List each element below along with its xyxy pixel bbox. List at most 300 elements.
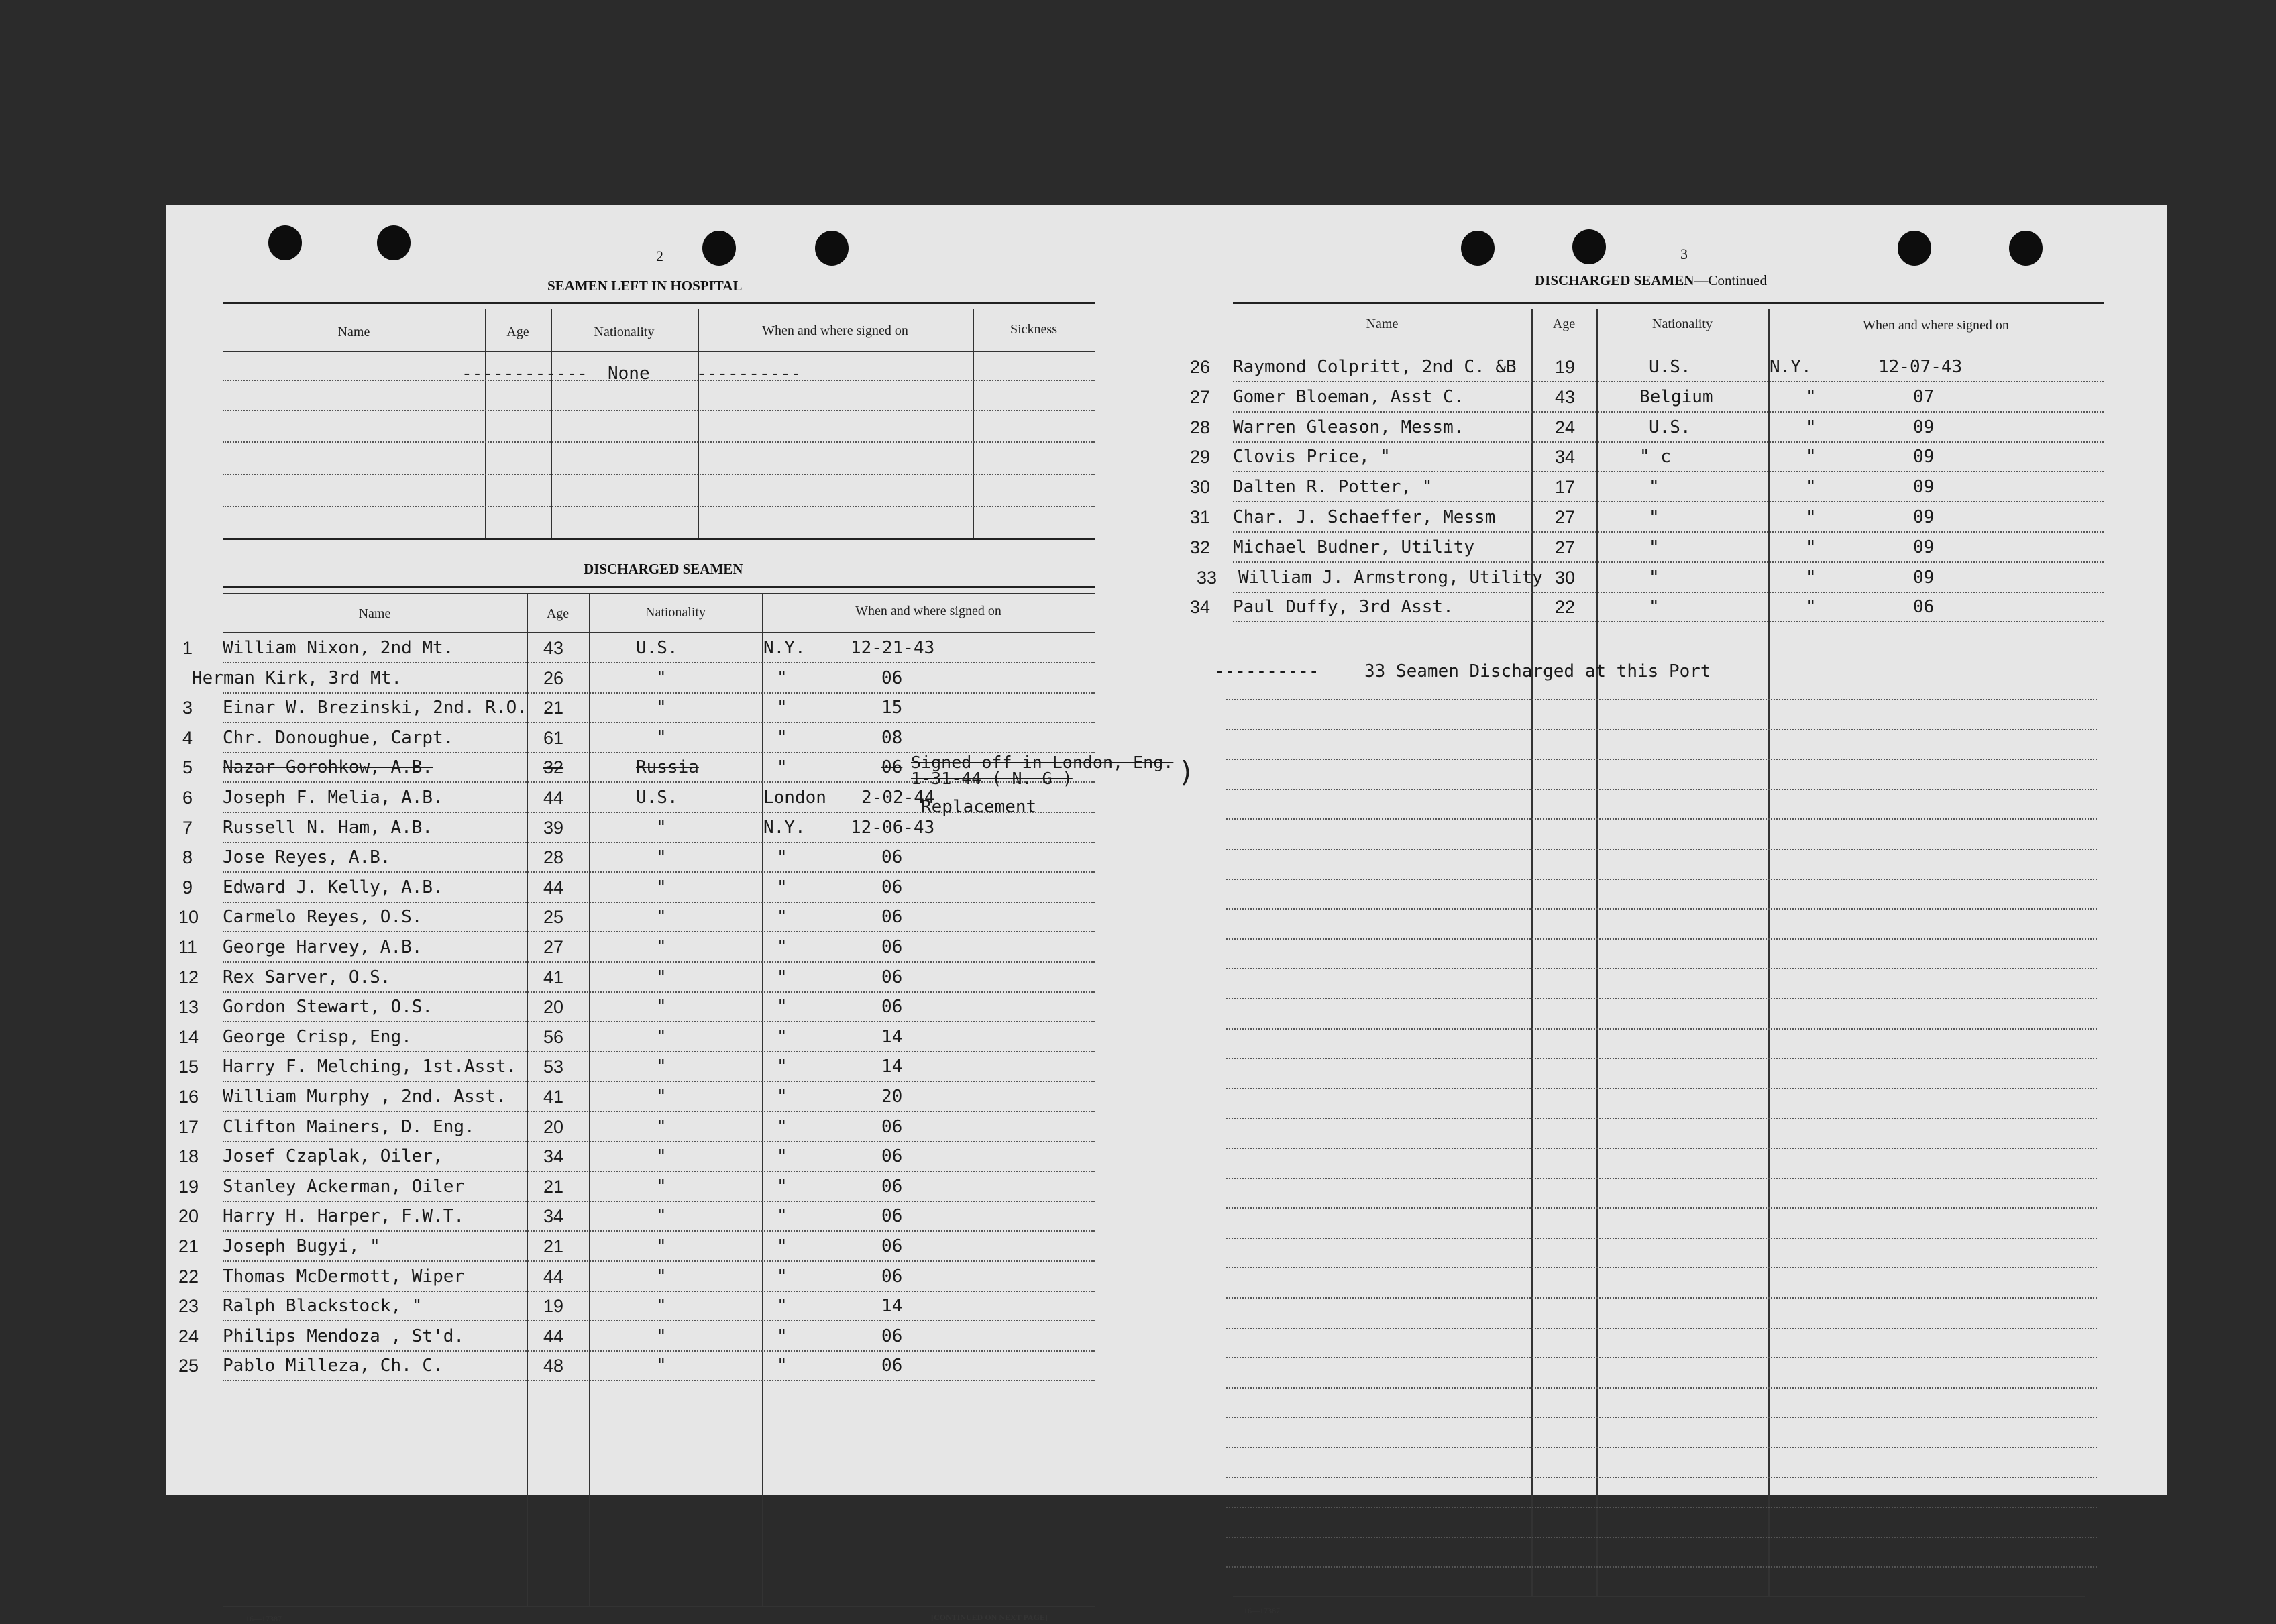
row-line — [1226, 938, 2097, 940]
row-line — [1233, 411, 2104, 413]
signed-on-date: 12-06-43 — [851, 817, 935, 838]
row-line — [1226, 908, 2097, 910]
seaman-name: Josef Czaplak, Oiler, — [223, 1146, 443, 1167]
row-line — [223, 1260, 1095, 1262]
row-line — [1226, 1148, 2097, 1149]
column-header: Name — [337, 325, 370, 339]
signed-on-date: 06 — [881, 847, 903, 868]
seaman-name: Rex Sarver, O.S. — [223, 967, 391, 987]
row-line — [1226, 1537, 2097, 1538]
row-line — [1226, 699, 2097, 700]
row-line — [223, 410, 1095, 411]
row-line — [1226, 998, 2097, 999]
seaman-nationality: " — [1649, 477, 1660, 498]
seaman-nationality: " — [656, 1325, 667, 1346]
signed-on-date: 06 — [881, 1266, 903, 1287]
column-divider — [973, 309, 974, 538]
seaman-age: 56 — [543, 1026, 564, 1047]
row-number: 22 — [178, 1266, 199, 1287]
page-number: 2 — [656, 248, 663, 264]
seaman-nationality: " — [656, 1266, 667, 1287]
seaman-nationality: " — [656, 1116, 667, 1137]
summary-line: 33 Seamen Discharged at this Port — [1364, 661, 1711, 682]
seaman-name: Paul Duffy, 3rd Asst. — [1233, 597, 1454, 618]
row-line — [223, 474, 1095, 475]
table-rule — [223, 586, 1095, 588]
seaman-nationality: Belgium — [1639, 386, 1713, 407]
column-header: Sickness — [1010, 322, 1057, 337]
signed-off-line-2: 1-31-44 ( N. G ) — [911, 769, 1073, 788]
signed-on-place: " — [777, 667, 788, 688]
seaman-age: 19 — [1555, 357, 1576, 377]
column-header: When and where signed on — [762, 323, 908, 338]
row-line — [1226, 789, 2097, 790]
table-rule — [223, 302, 1095, 304]
seaman-name: Raymond Colpritt, 2nd C. &B — [1233, 357, 1517, 377]
row-line — [1226, 1088, 2097, 1089]
signed-on-place: " — [1806, 567, 1817, 588]
signed-on-date: 09 — [1913, 537, 1935, 557]
seaman-nationality: " — [656, 667, 667, 688]
seaman-nationality: " — [656, 727, 667, 748]
signed-on-date: 09 — [1913, 447, 1935, 468]
seaman-nationality: " — [656, 1057, 667, 1077]
row-line — [1226, 1267, 2097, 1268]
seaman-name: Clifton Mainers, D. Eng. — [223, 1116, 475, 1137]
row-line — [1233, 471, 2104, 472]
row-line — [1226, 1297, 2097, 1299]
row-line — [223, 662, 1095, 663]
row-line — [1233, 381, 2104, 382]
signed-on-place: " — [777, 1087, 788, 1107]
column-header: When and where signed on — [855, 604, 1001, 618]
column-header: Nationality — [645, 605, 706, 620]
seaman-age: 21 — [543, 1176, 564, 1197]
seaman-nationality: U.S. — [636, 638, 678, 658]
signed-on-place: " — [1806, 386, 1817, 407]
signed-on-date: 06 — [881, 1236, 903, 1256]
row-line — [1226, 1357, 2097, 1358]
table-rule — [1233, 302, 2104, 304]
table-rule — [223, 593, 1095, 594]
seaman-nationality: " — [656, 967, 667, 987]
signed-on-date: 06 — [881, 1325, 903, 1346]
seaman-name: Gordon Stewart, O.S. — [223, 997, 433, 1018]
seaman-age: 25 — [543, 907, 564, 928]
row-line — [1226, 1238, 2097, 1239]
seaman-name: Char. J. Schaeffer, Messm — [1233, 507, 1496, 527]
column-divider — [762, 593, 763, 1606]
seaman-nationality: " — [656, 1087, 667, 1107]
signed-on-place: " — [777, 997, 788, 1018]
seaman-nationality: " — [656, 1356, 667, 1376]
seaman-age: 44 — [543, 877, 564, 898]
row-line — [1233, 621, 2104, 622]
hospital-none: None — [608, 364, 650, 384]
seaman-age: 53 — [543, 1057, 564, 1077]
row-number: 3 — [182, 698, 193, 718]
replacement-note: Replacement — [921, 797, 1037, 817]
signed-on-place: " — [1806, 507, 1817, 527]
signed-on-date: 06 — [881, 757, 903, 778]
signed-on-place: N.Y. — [1770, 357, 1812, 377]
row-line — [1226, 729, 2097, 730]
row-number: 26 — [1190, 357, 1211, 377]
signed-on-place: " — [777, 1026, 788, 1047]
row-number: 1 — [182, 638, 193, 658]
row-number: 4 — [182, 727, 193, 748]
seaman-nationality: " — [656, 817, 667, 838]
title-main: DISCHARGED SEAMEN — [1535, 272, 1694, 288]
seaman-name: Einar W. Brezinski, 2nd. R.O. — [223, 698, 527, 718]
signed-on-place: " — [777, 1176, 788, 1197]
column-header: Nationality — [1652, 317, 1713, 331]
row-number: 14 — [178, 1026, 199, 1047]
signed-on-date: 06 — [881, 877, 903, 898]
seaman-age: 34 — [1555, 447, 1576, 468]
seaman-age: 39 — [543, 817, 564, 838]
signed-on-date: 14 — [881, 1057, 903, 1077]
signed-on-place: " — [1806, 477, 1817, 498]
seaman-age: 28 — [543, 847, 564, 868]
row-line — [223, 722, 1095, 723]
row-line — [1233, 441, 2104, 443]
seaman-age: 34 — [543, 1206, 564, 1227]
signed-on-date: 06 — [881, 1116, 903, 1137]
seaman-name: Nazar Gorohkow, A.B. — [223, 757, 433, 778]
row-number: 13 — [178, 997, 199, 1018]
seaman-age: 44 — [543, 1325, 564, 1346]
signed-on-place: N.Y. — [763, 817, 806, 838]
signed-on-date: 09 — [1913, 477, 1935, 498]
signed-on-place: London — [763, 788, 826, 808]
row-line — [223, 961, 1095, 963]
punch-hole — [1898, 231, 1931, 266]
seaman-name: Jose Reyes, A.B. — [223, 847, 391, 868]
seaman-name: Russell N. Ham, A.B. — [223, 817, 433, 838]
row-line — [223, 902, 1095, 903]
seaman-name: William Murphy , 2nd. Asst. — [223, 1087, 506, 1107]
row-number: 17 — [178, 1116, 199, 1137]
seaman-nationality: " — [1649, 537, 1660, 557]
row-line — [223, 931, 1095, 932]
signed-on-date: 09 — [1913, 507, 1935, 527]
row-number: 28 — [1190, 417, 1211, 437]
seaman-name: Joseph F. Melia, A.B. — [223, 788, 443, 808]
seaman-nationality: Russia — [636, 757, 699, 778]
row-line — [223, 1141, 1095, 1142]
seaman-age: 61 — [543, 727, 564, 748]
seaman-nationality: " — [1649, 567, 1660, 588]
row-line — [1233, 561, 2104, 563]
punch-hole — [702, 231, 736, 266]
row-line — [223, 1171, 1095, 1172]
discharged-continued-title — [1535, 272, 1767, 289]
signed-on-date: 14 — [881, 1296, 903, 1317]
signed-on-place: " — [777, 877, 788, 898]
row-line — [1226, 968, 2097, 969]
seaman-age: 41 — [543, 967, 564, 987]
seaman-name: Pablo Milleza, Ch. C. — [223, 1356, 443, 1376]
row-line — [223, 871, 1095, 873]
row-number: 20 — [178, 1206, 199, 1227]
signed-on-date: 06 — [881, 967, 903, 987]
row-line — [1226, 1328, 2097, 1329]
row-number: 25 — [178, 1356, 199, 1376]
seaman-nationality: " — [656, 877, 667, 898]
seaman-age: 17 — [1555, 477, 1576, 498]
signed-on-place: " — [777, 1356, 788, 1376]
signed-on-place: " — [777, 1057, 788, 1077]
seaman-age: 27 — [543, 937, 564, 957]
seaman-age: 34 — [543, 1146, 564, 1167]
seaman-name: Clovis Price, " — [1233, 447, 1391, 468]
row-line — [223, 1320, 1095, 1321]
column-divider — [698, 309, 699, 538]
seaman-nationality: " — [656, 907, 667, 928]
seaman-age: 44 — [543, 788, 564, 808]
signed-on-date: 15 — [881, 698, 903, 718]
row-number: 11 — [178, 937, 198, 957]
ledger-sheet — [166, 205, 2167, 1623]
signed-on-date: 12-07-43 — [1878, 357, 1963, 377]
row-number: 5 — [182, 757, 193, 778]
seaman-name: Carmelo Reyes, O.S. — [223, 907, 423, 928]
seaman-name: Harry H. Harper, F.W.T. — [223, 1206, 465, 1227]
seaman-nationality: " — [656, 937, 667, 957]
column-header: Name — [358, 606, 391, 621]
column-divider — [485, 309, 486, 538]
seaman-name: Thomas McDermott, Wiper — [223, 1266, 465, 1287]
column-header: Age — [1552, 317, 1576, 331]
seaman-name: Warren Gleason, Messm. — [1233, 417, 1464, 437]
signed-on-date: 06 — [881, 1176, 903, 1197]
seaman-nationality: " — [1649, 507, 1660, 527]
row-line — [223, 380, 1095, 381]
note-bracket: ) — [1178, 755, 1195, 788]
row-line — [1233, 592, 2104, 593]
row-line — [223, 1111, 1095, 1112]
seaman-age: 41 — [543, 1087, 564, 1107]
punch-hole — [268, 225, 302, 260]
row-number: 7 — [182, 817, 193, 838]
table-rule — [223, 351, 1095, 352]
signed-on-place: " — [1806, 597, 1817, 618]
table-rule — [1233, 1596, 2085, 1597]
row-line — [223, 506, 1095, 507]
row-number: 34 — [1190, 597, 1211, 618]
row-line — [1226, 1118, 2097, 1119]
seaman-age: 22 — [1555, 597, 1576, 618]
seaman-age: 27 — [1555, 507, 1576, 527]
signed-on-place: " — [777, 1206, 788, 1227]
seaman-age: 24 — [1555, 417, 1576, 437]
row-line — [223, 1021, 1095, 1022]
row-number: 16 — [178, 1087, 199, 1107]
table-rule — [223, 632, 1095, 633]
signed-on-place: " — [777, 1236, 788, 1256]
seaman-nationality: U.S. — [1649, 357, 1691, 377]
row-line — [1226, 1387, 2097, 1389]
seaman-nationality: U.S. — [1649, 417, 1691, 437]
column-divider — [527, 593, 528, 1606]
form-number: 16—17387 — [246, 1614, 282, 1623]
punch-hole — [815, 231, 849, 266]
signed-on-place: " — [1806, 447, 1817, 468]
seaman-nationality: " — [656, 1206, 667, 1227]
page-number: 3 — [1680, 246, 1688, 262]
signed-on-place: " — [777, 1266, 788, 1287]
row-number: 6 — [182, 788, 193, 808]
row-line — [223, 991, 1095, 993]
row-line — [223, 692, 1095, 694]
seaman-nationality: " — [656, 698, 667, 718]
seaman-nationality: " c — [1639, 447, 1671, 468]
seaman-nationality: " — [656, 1176, 667, 1197]
signed-on-place: " — [1806, 417, 1817, 437]
hospital-dash: ------------ — [462, 364, 588, 384]
seaman-name: Chr. Donoughue, Carpt. — [223, 727, 454, 748]
seaman-name: William J. Armstrong, Utility — [1238, 567, 1543, 588]
seaman-name: George Crisp, Eng. — [223, 1026, 412, 1047]
row-line — [223, 1380, 1095, 1381]
seaman-age: 44 — [543, 1266, 564, 1287]
signed-on-date: 12-21-43 — [851, 638, 935, 658]
row-line — [1226, 1417, 2097, 1418]
seaman-nationality: " — [656, 1026, 667, 1047]
seaman-nationality: " — [656, 1146, 667, 1167]
row-line — [1226, 1178, 2097, 1179]
signed-on-place: N.Y. — [763, 638, 806, 658]
seaman-name: George Harvey, A.B. — [223, 937, 423, 957]
seaman-nationality: " — [656, 997, 667, 1018]
signed-on-date: 06 — [881, 937, 903, 957]
column-divider — [589, 593, 590, 1606]
seaman-name: Dalten R. Potter, " — [1233, 477, 1433, 498]
seaman-age: 27 — [1555, 537, 1576, 557]
row-line — [223, 1350, 1095, 1352]
punch-hole — [1461, 231, 1495, 266]
row-number: 33 — [1197, 567, 1217, 588]
row-number: 18 — [178, 1146, 199, 1167]
signed-on-date: 08 — [881, 727, 903, 748]
signed-on-date: 14 — [881, 1026, 903, 1047]
signed-on-place: " — [777, 1146, 788, 1167]
column-divider — [551, 309, 552, 538]
column-header: Age — [546, 606, 570, 621]
row-line — [1226, 1447, 2097, 1448]
seaman-name: Joseph Bugyi, " — [223, 1236, 380, 1256]
row-line — [223, 842, 1095, 843]
punch-hole — [377, 225, 411, 260]
row-line — [223, 1201, 1095, 1202]
discharged-section-title: DISCHARGED SEAMEN — [584, 561, 743, 577]
row-line — [1226, 818, 2097, 820]
seaman-age: 43 — [1555, 386, 1576, 407]
row-number: 29 — [1190, 447, 1211, 468]
table-rule — [223, 538, 1095, 540]
signed-off-line-1: Signed off in London, Eng. — [911, 753, 1174, 772]
signed-on-date: 20 — [881, 1087, 903, 1107]
signed-on-place: " — [777, 937, 788, 957]
seaman-age: 48 — [543, 1356, 564, 1376]
summary-dash: ---------- — [1214, 661, 1319, 682]
row-line — [1226, 849, 2097, 850]
seaman-age: 26 — [543, 667, 564, 688]
hospital-section-title: SEAMEN LEFT IN HOSPITAL — [547, 278, 743, 294]
signed-off-note — [911, 769, 1073, 788]
row-number: 12 — [178, 967, 199, 987]
seaman-nationality: " — [656, 1296, 667, 1317]
punch-hole — [1572, 229, 1606, 264]
row-line — [223, 1291, 1095, 1292]
seaman-nationality: " — [656, 847, 667, 868]
signed-on-date: 2-02-44 — [861, 788, 935, 808]
signed-on-place: " — [777, 1116, 788, 1137]
row-line — [1226, 1207, 2097, 1209]
signed-on-date: 06 — [881, 667, 903, 688]
row-line — [1226, 879, 2097, 880]
row-number: 15 — [178, 1057, 199, 1077]
signed-on-date: 06 — [1913, 597, 1935, 618]
column-header: Nationality — [594, 325, 655, 339]
row-number: 19 — [178, 1176, 199, 1197]
seaman-nationality: " — [656, 1236, 667, 1256]
signed-on-date: 06 — [881, 997, 903, 1018]
row-number: 24 — [178, 1325, 199, 1346]
continued-note: [CONTINUED ON NEXT PAGE] — [931, 1613, 1048, 1622]
seaman-age: 43 — [543, 638, 564, 658]
seaman-name: Gomer Bloeman, Asst C. — [1233, 386, 1464, 407]
row-line — [223, 1230, 1095, 1232]
row-line — [1226, 759, 2097, 760]
row-line — [1226, 1058, 2097, 1059]
seaman-age: 20 — [543, 1116, 564, 1137]
title-suffix: —Continued — [1694, 272, 1767, 288]
signed-on-place: " — [777, 967, 788, 987]
seaman-name: William Nixon, 2nd Mt. — [223, 638, 454, 658]
column-header: When and where signed on — [1863, 318, 2009, 333]
seaman-age: 21 — [543, 698, 564, 718]
row-line — [1233, 501, 2104, 502]
row-line — [223, 1081, 1095, 1082]
form-number: 16—17387 — [1244, 1606, 1280, 1615]
signed-on-place: " — [777, 698, 788, 718]
seaman-name: Herman Kirk, 3rd Mt. — [192, 667, 402, 688]
seaman-name: Stanley Ackerman, Oiler — [223, 1176, 465, 1197]
seaman-age: 32 — [543, 757, 564, 778]
row-line — [223, 1051, 1095, 1052]
row-line — [1226, 1028, 2097, 1030]
seaman-name: Harry F. Melching, 1st.Asst. — [223, 1057, 517, 1077]
row-number: 30 — [1190, 477, 1211, 498]
table-rule — [223, 1606, 1095, 1607]
seaman-age: 21 — [543, 1236, 564, 1256]
seaman-age: 19 — [543, 1296, 564, 1317]
signed-on-place: " — [777, 727, 788, 748]
signed-on-date: 06 — [881, 1146, 903, 1167]
signed-on-place: " — [777, 907, 788, 928]
hospital-dash: ---------- — [696, 364, 802, 384]
signed-on-place: " — [777, 1296, 788, 1317]
signed-on-date: 06 — [881, 907, 903, 928]
seaman-name: Michael Budner, Utility — [1233, 537, 1475, 557]
seaman-age: 30 — [1555, 567, 1576, 588]
signed-on-place: " — [777, 757, 788, 778]
row-number: 8 — [182, 847, 193, 868]
signed-on-place: " — [777, 1325, 788, 1346]
row-line — [1226, 1507, 2097, 1508]
